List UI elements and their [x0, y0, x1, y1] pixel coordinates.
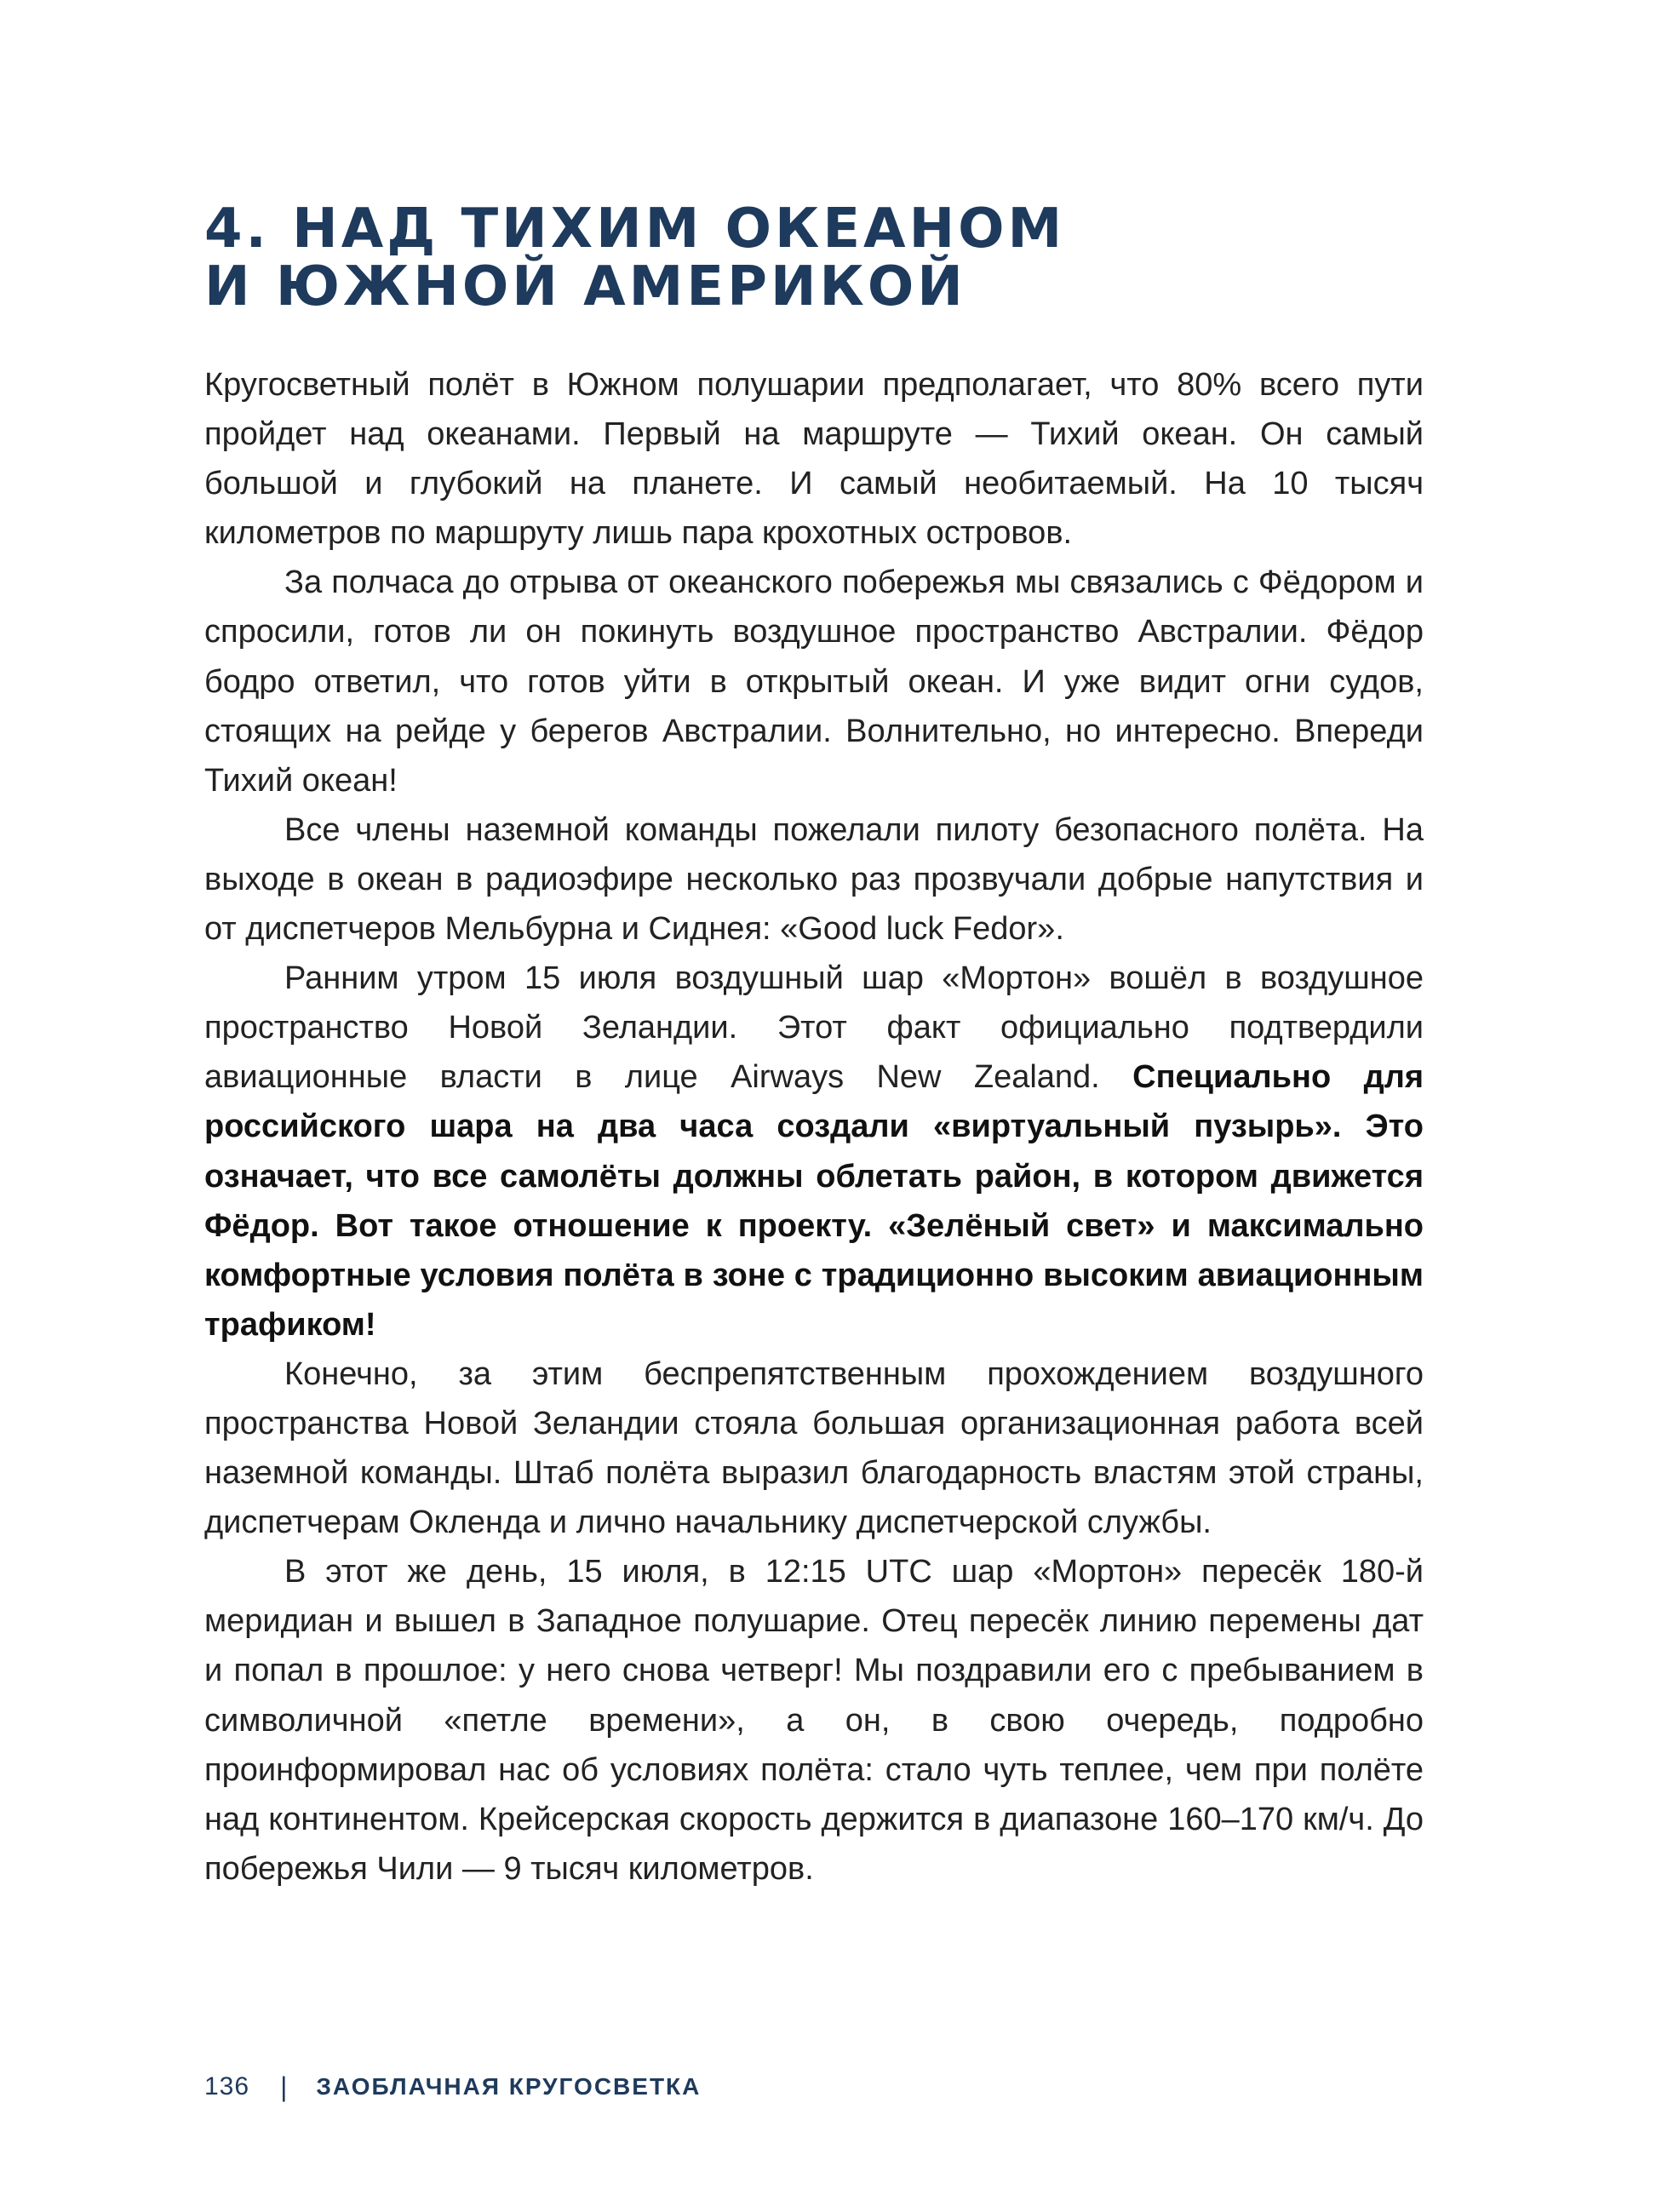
paragraph-5: Конечно, за этим беспрепятственным прохождением воздушного пространства Новой Зеландии стояла большая организационная работа всей наземной команды. Штаб полёта выразил благодарность властям этой страны, диспетчерам Окленда и лично начальнику диспетчерской службы. — [204, 1355, 1424, 1541]
chapter-title-line-2: И ЮЖНОЙ АМЕРИКОЙ — [204, 255, 966, 318]
paragraph-2: За полчаса до отрыва от океанского побережья мы связались с Фёдором и спросили, готов ли он покинуть воздушное пространство Австралии. Фёдор бодро ответил, что готов уйти в открытый океан. И уже видит огни судов, стоящих на рейде у берегов Австралии. Волнительно, но интересно. Впереди Тихий океан! — [204, 564, 1424, 799]
chapter-title — [204, 200, 1481, 316]
paragraph-1: Кругосветный полёт в Южном полушарии предполагает, что 80% всего пути пройдет над океанами. Первый на маршруте — Тихий океан. Он самый большой и глубокий на планете. И самый необитаемый. На 10 тысяч километров по маршруту лишь пара крохотных островов. — [204, 367, 1424, 552]
footer-separator: | — [280, 2072, 288, 2102]
paragraph-6: В этот же день, 15 июля, в 12:15 UTC шар «Мортон» пересёк 180-й меридиан и вышел в Западное полушарие. Отец пересёк линию перемены дат и попал в прошлое: у него снова четверг! Мы поздравили его с пребыванием в символичной «петле времени», а он, в свою очередь, подробно проинформировал нас об условиях полёта: стало чуть теплее, чем при полёте над континентом. Крейсерская скорость держится в диапазоне 160–170 км/ч. До побережья Чили — 9 тысяч километров. — [204, 1554, 1424, 1887]
page-number: 136 — [204, 2072, 250, 2100]
chapter-title-line-1: 4. НАД ТИХИМ ОКЕАНОМ — [204, 198, 1066, 261]
running-title: ЗАОБЛАЧНАЯ КРУГОСВЕТКА — [316, 2073, 702, 2100]
paragraph-4 — [204, 954, 1424, 1350]
paragraph-4-text: Ранним утром 15 июля воздушный шар «Мортон» вошёл в воздушное пространство Новой Зеландии. Этот факт официально подтвердили авиационные власти в лице Airways New Zealand. — [204, 960, 1424, 1096]
page-footer — [204, 2072, 701, 2102]
body-text — [204, 360, 1424, 1894]
paragraph-4-bold: Специально для российского шара на два часа создали «виртуальный пузырь». Это означает, что все самолёты должны облетать район, в котором движется Фёдор. Вот такое отношение к проекту. «Зелёный свет» и максимально комфортные условия полёта в зоне с традиционно высоким авиационным трафиком! — [204, 1059, 1424, 1343]
paragraph-3: Все члены наземной команды пожелали пилоту безопасного полёта. На выходе в океан в радиоэфире несколько раз прозвучали добрые напутствия и от диспетчеров Мельбурна и Сиднея: «Good luck Fedor». — [204, 811, 1424, 948]
